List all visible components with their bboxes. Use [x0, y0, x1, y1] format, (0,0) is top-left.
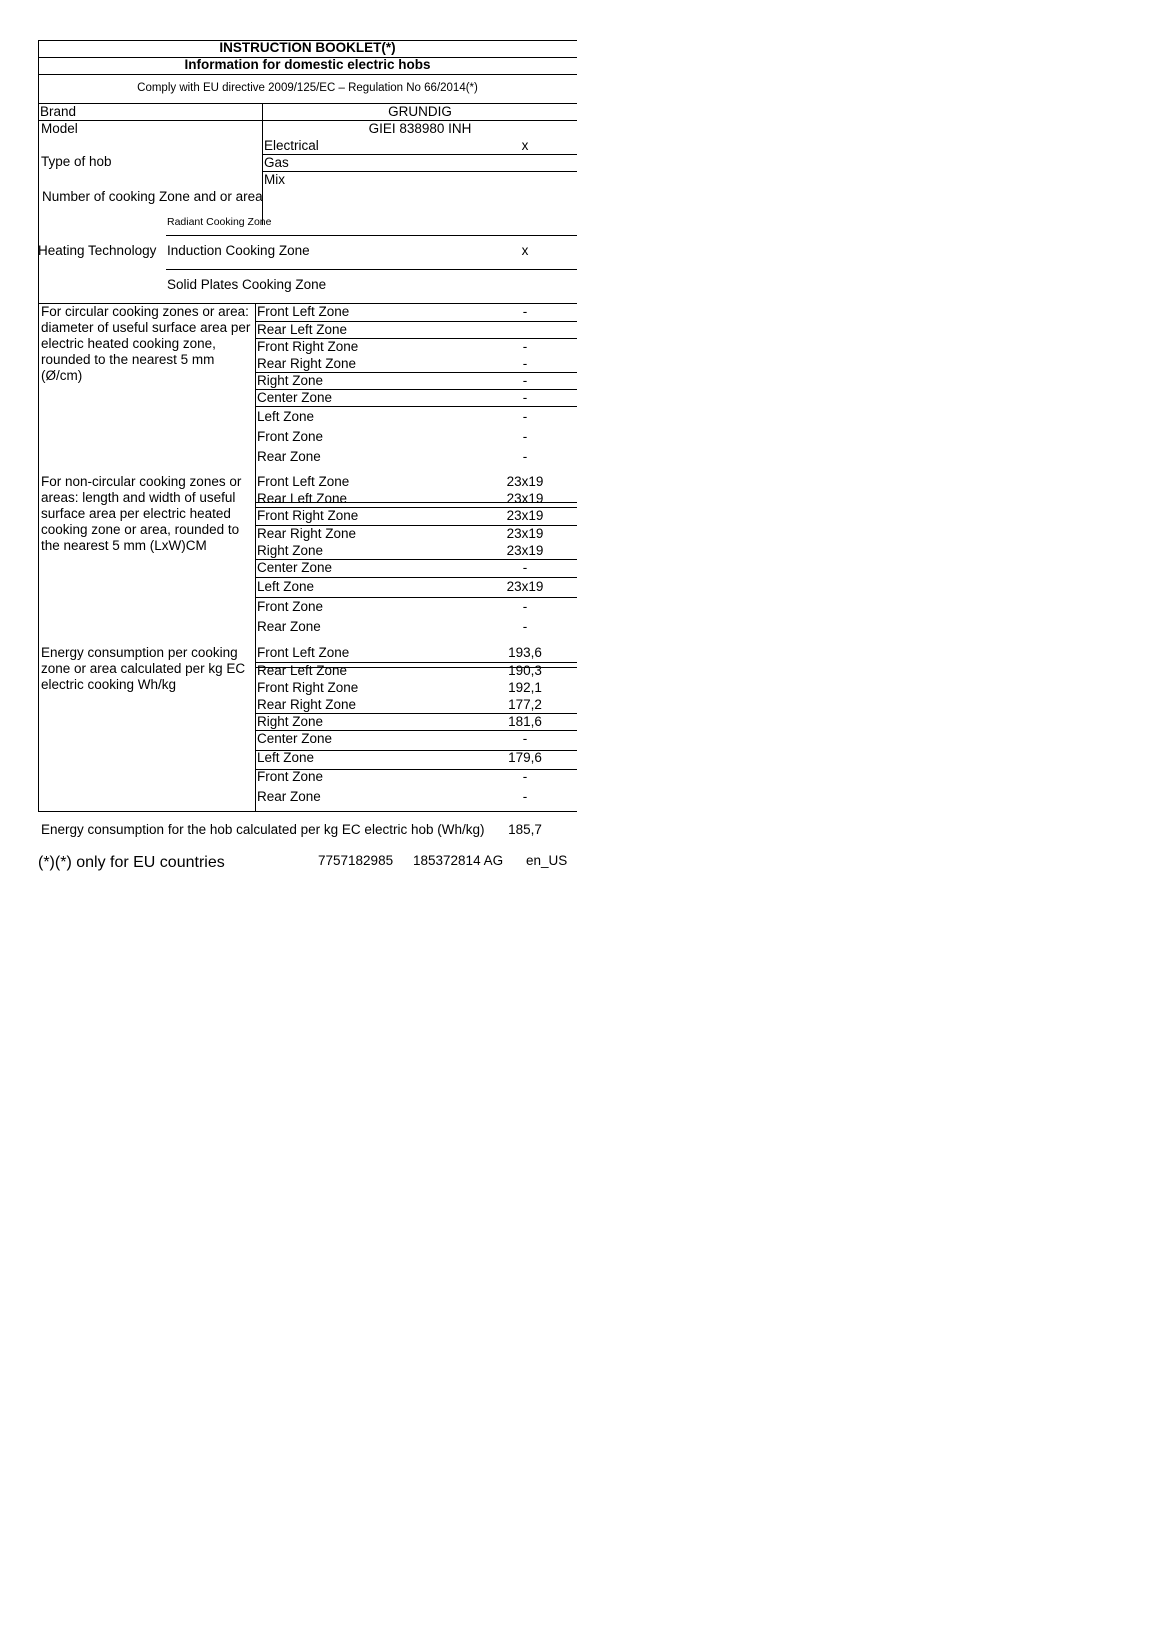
total-value: 185,7 [508, 822, 542, 837]
circular-zone-name: Left Zone [257, 409, 315, 424]
circular-label: For circular cooking zones or area: diameter of useful surface area per electric heated cooking zone, rounded to the nearest 5 mm (Ø/cm) [41, 304, 251, 383]
row-divider [256, 662, 577, 663]
circular-zone-value: - [522, 304, 528, 319]
noncircular-label: For non-circular cooking zones or areas: length and width of useful surface area per electric heated cooking zone or area, rounded to the nearest 5 mm (LxW)CM [41, 474, 242, 553]
circular-zone-name: Rear Zone [257, 449, 321, 464]
heating-induction: Induction Cooking Zone [167, 243, 310, 258]
energy-zone-name: Center Zone [257, 731, 333, 746]
energy-zone-value: 177,2 [508, 697, 542, 712]
noncircular-zone-value: 23x19 [506, 491, 544, 506]
noncircular-zone-name: Rear Left Zone [257, 491, 348, 506]
row-divider [256, 597, 577, 598]
heating-solid: Solid Plates Cooking Zone [167, 277, 327, 292]
zones-count-label: Number of cooking Zone and or area [42, 189, 263, 204]
energy-zone-value: 192,1 [508, 680, 542, 695]
row-divider [256, 559, 577, 560]
energy-zone-value: 179,6 [508, 750, 542, 765]
energy-zone-value: - [522, 731, 528, 746]
heating-radiant: Radiant Cooking Zone [167, 216, 272, 228]
noncircular-zone-value: - [522, 560, 528, 575]
energy-zone-name: Rear Right Zone [257, 697, 357, 712]
model-label: Model [41, 121, 78, 136]
row-divider [256, 338, 577, 339]
energy-zone-name: Rear Zone [257, 789, 321, 804]
noncircular-zone-name: Center Zone [257, 560, 333, 575]
circular-zone-name: Rear Left Zone [257, 322, 348, 337]
circular-zone-name: Center Zone [257, 390, 333, 405]
circular-zone-value: - [522, 339, 528, 354]
footer-note: (*)(*) only for EU countries [38, 854, 225, 871]
row-divider [256, 577, 577, 578]
noncircular-zone-value: 23x19 [506, 579, 544, 594]
sheet-title: INSTRUCTION BOOKLET(*) [219, 40, 396, 55]
hob-type-gas: Gas [264, 155, 289, 170]
noncircular-zone-value: 23x19 [506, 526, 544, 541]
row-divider [256, 406, 577, 407]
hob-type-mix: Mix [264, 172, 285, 187]
brand-label: Brand [40, 104, 77, 119]
noncircular-zone-value: - [522, 619, 528, 634]
circular-zone-value: - [522, 356, 528, 371]
energy-zone-name: Right Zone [257, 714, 324, 729]
energy-zone-name: Rear Left Zone [257, 663, 348, 678]
row-divider [256, 713, 577, 714]
energy-label: Energy consumption per cooking zone or area calculated per kg EC electric cooking Wh/kg [41, 645, 246, 692]
noncircular-zone-name: Left Zone [257, 579, 315, 594]
noncircular-zone-name: Front Right Zone [257, 508, 359, 523]
hob-type-electrical: Electrical [264, 138, 319, 153]
row-divider [256, 372, 577, 373]
row-divider [256, 769, 577, 770]
circular-zone-name: Front Right Zone [257, 339, 359, 354]
noncircular-zone-name: Front Left Zone [257, 474, 350, 489]
noncircular-zone-value: 23x19 [506, 543, 544, 558]
circular-zone-value: - [522, 390, 528, 405]
row-divider [256, 730, 577, 731]
row-divider [256, 389, 577, 390]
hob-type-label: Type of hob [41, 154, 112, 169]
row-divider [256, 321, 577, 322]
energy-zone-value: 190,3 [508, 663, 542, 678]
energy-zone-value: 181,6 [508, 714, 542, 729]
noncircular-zone-name: Front Zone [257, 599, 324, 614]
circular-zone-value: - [522, 409, 528, 424]
circular-zone-name: Rear Right Zone [257, 356, 357, 371]
noncircular-zone-name: Rear Zone [257, 619, 321, 634]
energy-zone-name: Front Left Zone [257, 645, 350, 660]
noncircular-zone-value: 23x19 [506, 508, 544, 523]
noncircular-zone-name: Rear Right Zone [257, 526, 357, 541]
noncircular-zone-value: - [522, 599, 528, 614]
energy-zone-name: Left Zone [257, 750, 315, 765]
heating-label: Heating Technology [38, 243, 157, 258]
brand-value: GRUNDIG [388, 104, 452, 119]
row-divider [256, 750, 577, 751]
noncircular-zone-name: Right Zone [257, 543, 324, 558]
noncircular-zone-value: 23x19 [506, 474, 544, 489]
row-divider [256, 507, 577, 508]
row-divider [256, 525, 577, 526]
energy-zone-value: - [522, 769, 528, 784]
heating-induction-mark: x [521, 243, 529, 258]
hob-type-electrical-mark: x [521, 138, 529, 153]
footer-code-1: 7757182985 [318, 853, 394, 868]
energy-zone-name: Front Zone [257, 769, 324, 784]
energy-zone-value: - [522, 789, 528, 804]
energy-zone-value: 193,6 [508, 645, 542, 660]
circular-zone-name: Front Zone [257, 429, 324, 444]
circular-zone-value: - [522, 373, 528, 388]
total-label: Energy consumption for the hob calculated per kg EC electric hob (Wh/kg) [41, 822, 485, 837]
energy-zone-name: Front Right Zone [257, 680, 359, 695]
footer-code-2: 185372814 AG [413, 853, 504, 868]
model-value: GIEI 838980 INH [368, 121, 472, 136]
circular-zone-name: Front Left Zone [257, 304, 350, 319]
circular-zone-value: - [522, 429, 528, 444]
circular-zone-name: Right Zone [257, 373, 324, 388]
sheet-subtitle: Information for domestic electric hobs [184, 57, 431, 72]
circular-zone-value: - [522, 449, 528, 464]
directive-note: Comply with EU directive 2009/125/EC – Regulation No 66/2014(*) [137, 82, 478, 94]
footer-locale: en_US [526, 853, 568, 868]
